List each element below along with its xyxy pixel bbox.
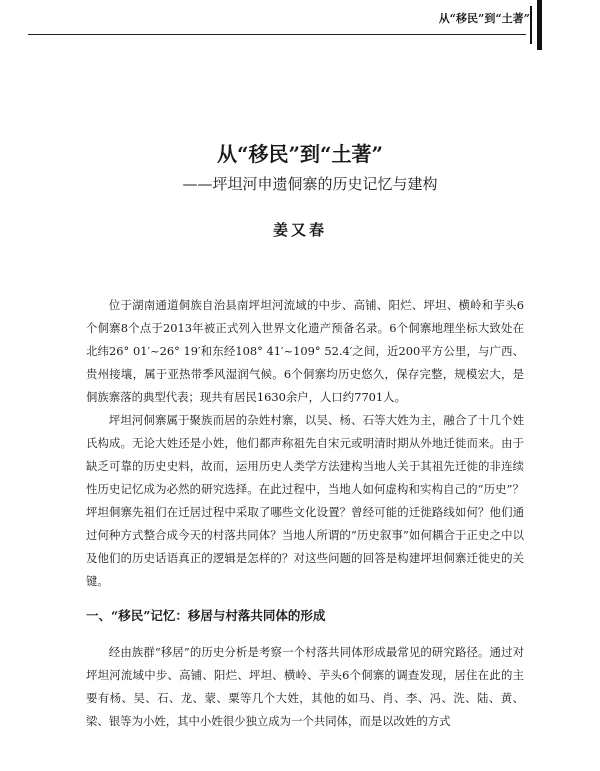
body-paragraph-2: 坪坦河侗寨属于聚族而居的杂姓村寨，以吴、杨、石等大姓为主，融合了十几个姓氏构成。无论大姓还是小姓，他们都声称祖先自宋元或明清时期从外地迁徙而来。由于缺乏可靠的历史史料，故而，运用历史人类学方法建构当地人关于其祖先迁徙的非连续性历史记忆成为必然的研究选择。在此过程中，当地人如何虚构和实构自己的“历史”？坪坦侗寨先祖们在迁居过程中采取了哪些文化设置？曾经可能的迁徙路线如何？他们通过何种方式整合成今天的村落共同体？当地人所谓的“历史叙事”如何耦合于正史之中以及他们的历史话语真正的逻辑是怎样的？对这些问题的回答是构建坪坦侗寨迁徙史的关键。 xyxy=(86,413,524,588)
running-title: 从“移民”到“土著” xyxy=(438,12,530,25)
article-title: 从“移民”到“土著” xyxy=(216,142,383,166)
section-paragraph: 经由族群“移居”的历史分析是考察一个村落共同体形成最常见的研究路径。通过对坪坦河流域中步、高铺、阳烂、坪坦、横岭、芋头6个侗寨的调查发现，居住在此的主要有杨、吴、石、龙、蒙、粟等几个大姓，其他的如马、肖、李、冯、洗、陆、黄、梁、银等为小姓，其中小姓很少独立成为一个共同体，而是以改姓的方式 xyxy=(86,645,524,728)
section-heading: 一、“移民”记忆：移居与村落共同体的形成 xyxy=(86,608,326,623)
header-rule xyxy=(28,34,526,35)
body-paragraph-1: 位于湖南通道侗族自治县南坪坦河流域的中步、高铺、阳烂、坪坦、横岭和芋头6个侗寨8个点于2013年被正式列入世界文化遗产预备名录。6个侗寨地理坐标大致处在北纬26° 01′~26° 19′和东经108° 41′~109° 52.4′之间，近200平方公里，与广西、贵州接壤，属于亚热带季风湿润气候。6个侗寨均历史悠久，保存完整，规模宏大，是侗族寨落的典型代表；现共有居民1630余户，人口约7701人。 xyxy=(86,298,524,404)
article-subtitle: ——坪坦河申遗侗寨的历史记忆与建构 xyxy=(182,175,438,193)
article-body xyxy=(86,294,524,733)
running-header xyxy=(0,0,600,48)
header-bar-thick xyxy=(537,0,542,50)
article-author: 姜又春 xyxy=(272,221,327,239)
header-bar-thin xyxy=(530,6,532,44)
